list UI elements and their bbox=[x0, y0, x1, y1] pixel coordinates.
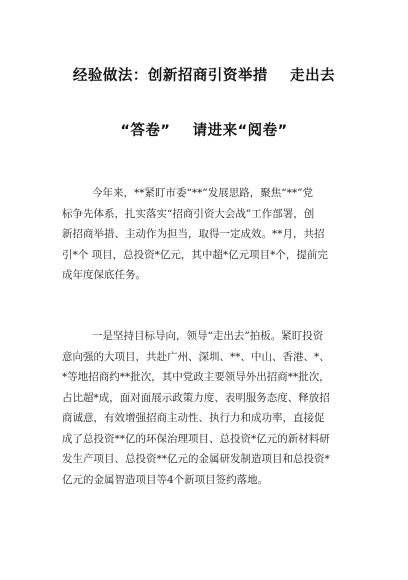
paragraph-line: 成了总投资**亿的环保治理项目、总投资*亿元的新材料研 bbox=[62, 432, 330, 445]
paragraph-line: 今年来，**紧盯市委“**”发展思路，聚焦“**”党 bbox=[92, 187, 313, 199]
paragraph-line: 引*个 项目，总投资*亿元，其中超*亿元项目*个，提前完 bbox=[62, 248, 328, 261]
document-title-line-1: 经验做法：创新招商引资举措 走出去 bbox=[72, 68, 336, 84]
paragraph-line: 发生产项目、总投资**亿元的金属研发制造项目和总投资* bbox=[62, 453, 330, 465]
paragraph-2 bbox=[62, 326, 352, 490]
paragraph-line: 商诚意，有效增强招商主动性、执行力和成功率，直接促 bbox=[62, 412, 325, 424]
paragraph-line: 标争先体系，扎实落实“招商引资大会战”工作部署，创 bbox=[62, 207, 315, 220]
paragraph-line: *等地招商约**批次，其中党政主要领导外出招商**批次， bbox=[62, 371, 330, 383]
paragraph-1 bbox=[62, 183, 352, 286]
paragraph-line: 亿元的金属智造项目等4个新项目签约落地。 bbox=[62, 473, 269, 486]
paragraph-line: 成年度保底任务。 bbox=[62, 269, 146, 281]
document-title-line-2: “答卷” 请进来“阅卷” bbox=[120, 123, 288, 139]
paragraph-line: 占比超*成，面对面展示政策力度、表明服务态度、释放招 bbox=[62, 391, 330, 404]
paragraph-line: 新招商举措、主动作为担当，取得一定成效。**月，共招 bbox=[62, 228, 325, 240]
paragraph-line: 意向强的大项目，共赴广州、深圳、**、中山、香港、*、 bbox=[62, 350, 330, 363]
paragraph-line: 一是坚持目标导向，领导“走出去”拍板。紧盯投资 bbox=[92, 330, 324, 342]
